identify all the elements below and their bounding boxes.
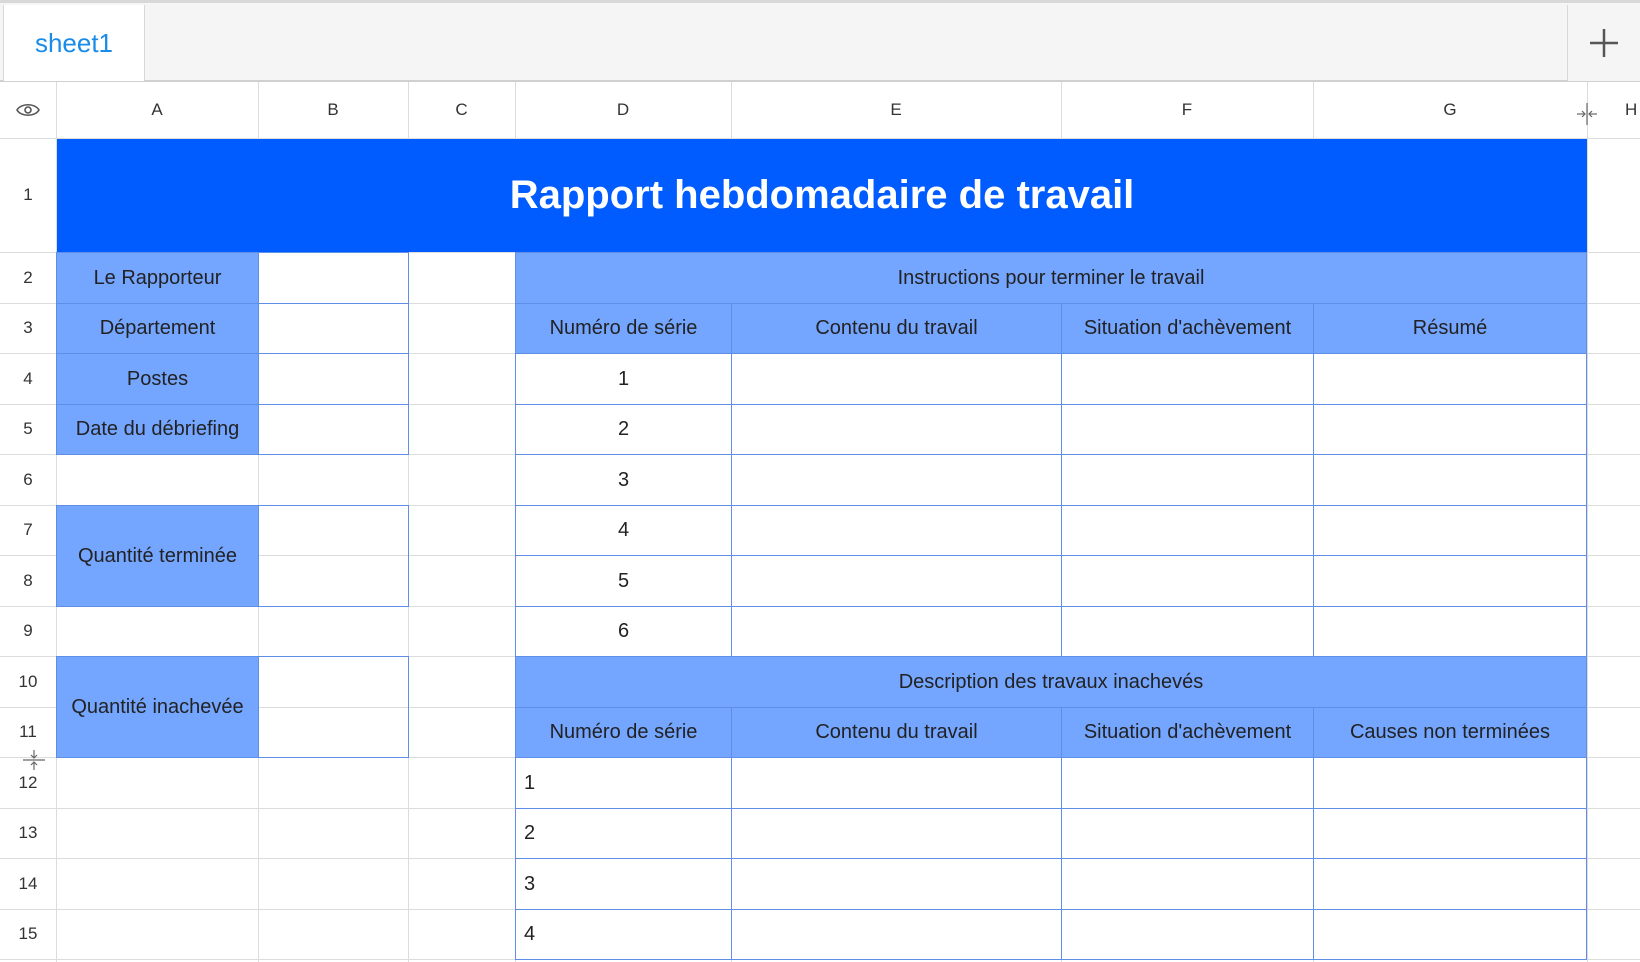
quantity-undone-value-cell[interactable] bbox=[258, 656, 409, 758]
tab-sheet1[interactable]: sheet1 bbox=[3, 5, 145, 81]
debrief-date-label[interactable]: Date du débriefing bbox=[56, 404, 259, 455]
debrief-date-value-cell[interactable] bbox=[258, 404, 409, 455]
row-header-11[interactable]: 11 bbox=[19, 722, 37, 741]
row-header-7[interactable]: 7 bbox=[23, 520, 33, 539]
row-header-6[interactable]: 6 bbox=[23, 469, 33, 489]
unfinished-data-cell[interactable] bbox=[731, 909, 1062, 960]
unfinished-data-cell[interactable] bbox=[1061, 858, 1314, 910]
quantity-done-value-cell[interactable] bbox=[258, 505, 409, 607]
completed-serial-cell[interactable]: 3 bbox=[515, 454, 732, 506]
row-header-3[interactable]: 3 bbox=[23, 318, 33, 337]
column-header-d[interactable]: D bbox=[616, 100, 630, 119]
freeze-columns-handle[interactable] bbox=[1575, 102, 1599, 126]
unfinished-header-serial[interactable]: Numéro de série bbox=[515, 707, 732, 758]
unfinished-data-cell[interactable] bbox=[731, 757, 1062, 809]
column-header-b[interactable]: B bbox=[327, 100, 339, 119]
freeze-rows-icon bbox=[22, 749, 46, 771]
completed-serial-cell[interactable]: 4 bbox=[515, 505, 732, 556]
completed-data-cell[interactable] bbox=[731, 606, 1062, 657]
row-header-4[interactable]: 4 bbox=[23, 368, 33, 388]
eye-icon bbox=[16, 102, 40, 118]
row-header-1[interactable]: 1 bbox=[23, 185, 33, 204]
toggle-visibility-button[interactable] bbox=[0, 82, 56, 138]
completed-data-cell[interactable] bbox=[1313, 505, 1587, 556]
completed-data-cell[interactable] bbox=[1061, 454, 1314, 506]
positions-label[interactable]: Postes bbox=[56, 353, 259, 405]
spreadsheet-grid[interactable] bbox=[0, 82, 1640, 962]
row-header-10[interactable]: 10 bbox=[18, 671, 38, 691]
unfinished-data-cell[interactable] bbox=[1313, 858, 1587, 910]
completed-serial-cell[interactable]: 5 bbox=[515, 555, 732, 607]
row-header-12[interactable]: 12 bbox=[18, 772, 38, 792]
report-title-cell[interactable]: Rapport hebdomadaire de travail bbox=[57, 139, 1587, 252]
unfinished-header-status[interactable]: Situation d'achèvement bbox=[1061, 707, 1314, 758]
quantity-done-label[interactable]: Quantité terminée bbox=[56, 505, 259, 607]
unfinished-serial-cell[interactable]: 4 bbox=[515, 909, 732, 960]
column-header-e[interactable]: E bbox=[890, 100, 902, 119]
completed-data-cell[interactable] bbox=[1313, 555, 1587, 607]
unfinished-serial-cell[interactable]: 3 bbox=[515, 858, 732, 910]
completed-header-content[interactable]: Contenu du travail bbox=[731, 303, 1062, 354]
row-header-13[interactable]: 13 bbox=[18, 823, 38, 842]
reporter-value-cell[interactable] bbox=[258, 252, 409, 304]
completed-header-serial[interactable]: Numéro de série bbox=[515, 303, 732, 354]
column-header-c[interactable]: C bbox=[455, 100, 468, 119]
completed-serial-cell[interactable]: 6 bbox=[515, 606, 732, 657]
unfinished-data-cell[interactable] bbox=[1061, 909, 1314, 960]
row-header-2[interactable]: 2 bbox=[23, 267, 33, 287]
row-header-9[interactable]: 9 bbox=[23, 621, 33, 640]
positions-value-cell[interactable] bbox=[258, 353, 409, 405]
completed-data-cell[interactable] bbox=[731, 404, 1062, 455]
reporter-label[interactable]: Le Rapporteur bbox=[56, 252, 259, 304]
unfinished-serial-cell[interactable]: 2 bbox=[515, 808, 732, 859]
completed-data-cell[interactable] bbox=[1313, 404, 1587, 455]
completed-data-cell[interactable] bbox=[1313, 606, 1587, 657]
unfinished-header-causes[interactable]: Causes non terminées bbox=[1313, 707, 1587, 758]
completed-serial-cell[interactable]: 2 bbox=[515, 404, 732, 455]
unfinished-data-cell[interactable] bbox=[731, 858, 1062, 910]
completed-serial-cell[interactable]: 1 bbox=[515, 353, 732, 405]
unfinished-work-heading[interactable]: Description des travaux inachevés bbox=[515, 656, 1587, 708]
completed-work-heading[interactable]: Instructions pour terminer le travail bbox=[515, 252, 1587, 304]
freeze-columns-icon bbox=[1575, 102, 1599, 126]
completed-data-cell[interactable] bbox=[731, 505, 1062, 556]
unfinished-data-cell[interactable] bbox=[1313, 909, 1587, 960]
unfinished-data-cell[interactable] bbox=[1313, 757, 1587, 809]
plus-icon bbox=[1588, 27, 1620, 59]
row-header-5[interactable]: 5 bbox=[23, 419, 33, 438]
column-header-h[interactable]: H bbox=[1625, 100, 1638, 119]
completed-data-cell[interactable] bbox=[731, 353, 1062, 405]
unfinished-header-content[interactable]: Contenu du travail bbox=[731, 707, 1062, 758]
department-value-cell[interactable] bbox=[258, 303, 409, 354]
completed-data-cell[interactable] bbox=[1061, 505, 1314, 556]
completed-data-cell[interactable] bbox=[1061, 353, 1314, 405]
row-header-15[interactable]: 15 bbox=[18, 924, 38, 943]
unfinished-data-cell[interactable] bbox=[1313, 808, 1587, 859]
unfinished-data-cell[interactable] bbox=[1061, 757, 1314, 809]
add-sheet-button[interactable] bbox=[1567, 5, 1640, 81]
completed-data-cell[interactable] bbox=[731, 555, 1062, 607]
freeze-rows-handle[interactable] bbox=[22, 749, 46, 771]
completed-header-summary[interactable]: Résumé bbox=[1313, 303, 1587, 354]
completed-data-cell[interactable] bbox=[1313, 353, 1587, 405]
column-header-f[interactable]: F bbox=[1181, 100, 1193, 119]
unfinished-serial-cell[interactable]: 1 bbox=[515, 757, 732, 809]
completed-data-cell[interactable] bbox=[1313, 454, 1587, 506]
completed-data-cell[interactable] bbox=[1061, 555, 1314, 607]
row-header-14[interactable]: 14 bbox=[18, 873, 38, 893]
unfinished-data-cell[interactable] bbox=[731, 808, 1062, 859]
quantity-undone-label[interactable]: Quantité inachevée bbox=[56, 656, 259, 758]
completed-header-status[interactable]: Situation d'achèvement bbox=[1061, 303, 1314, 354]
unfinished-data-cell[interactable] bbox=[1061, 808, 1314, 859]
completed-data-cell[interactable] bbox=[1061, 606, 1314, 657]
completed-data-cell[interactable] bbox=[1061, 404, 1314, 455]
column-header-g[interactable]: G bbox=[1443, 100, 1457, 119]
department-label[interactable]: Département bbox=[56, 303, 259, 354]
row-header-8[interactable]: 8 bbox=[23, 570, 33, 590]
column-header-a[interactable]: A bbox=[151, 100, 163, 119]
sheet-tab-bar bbox=[0, 0, 1640, 82]
completed-data-cell[interactable] bbox=[731, 454, 1062, 506]
